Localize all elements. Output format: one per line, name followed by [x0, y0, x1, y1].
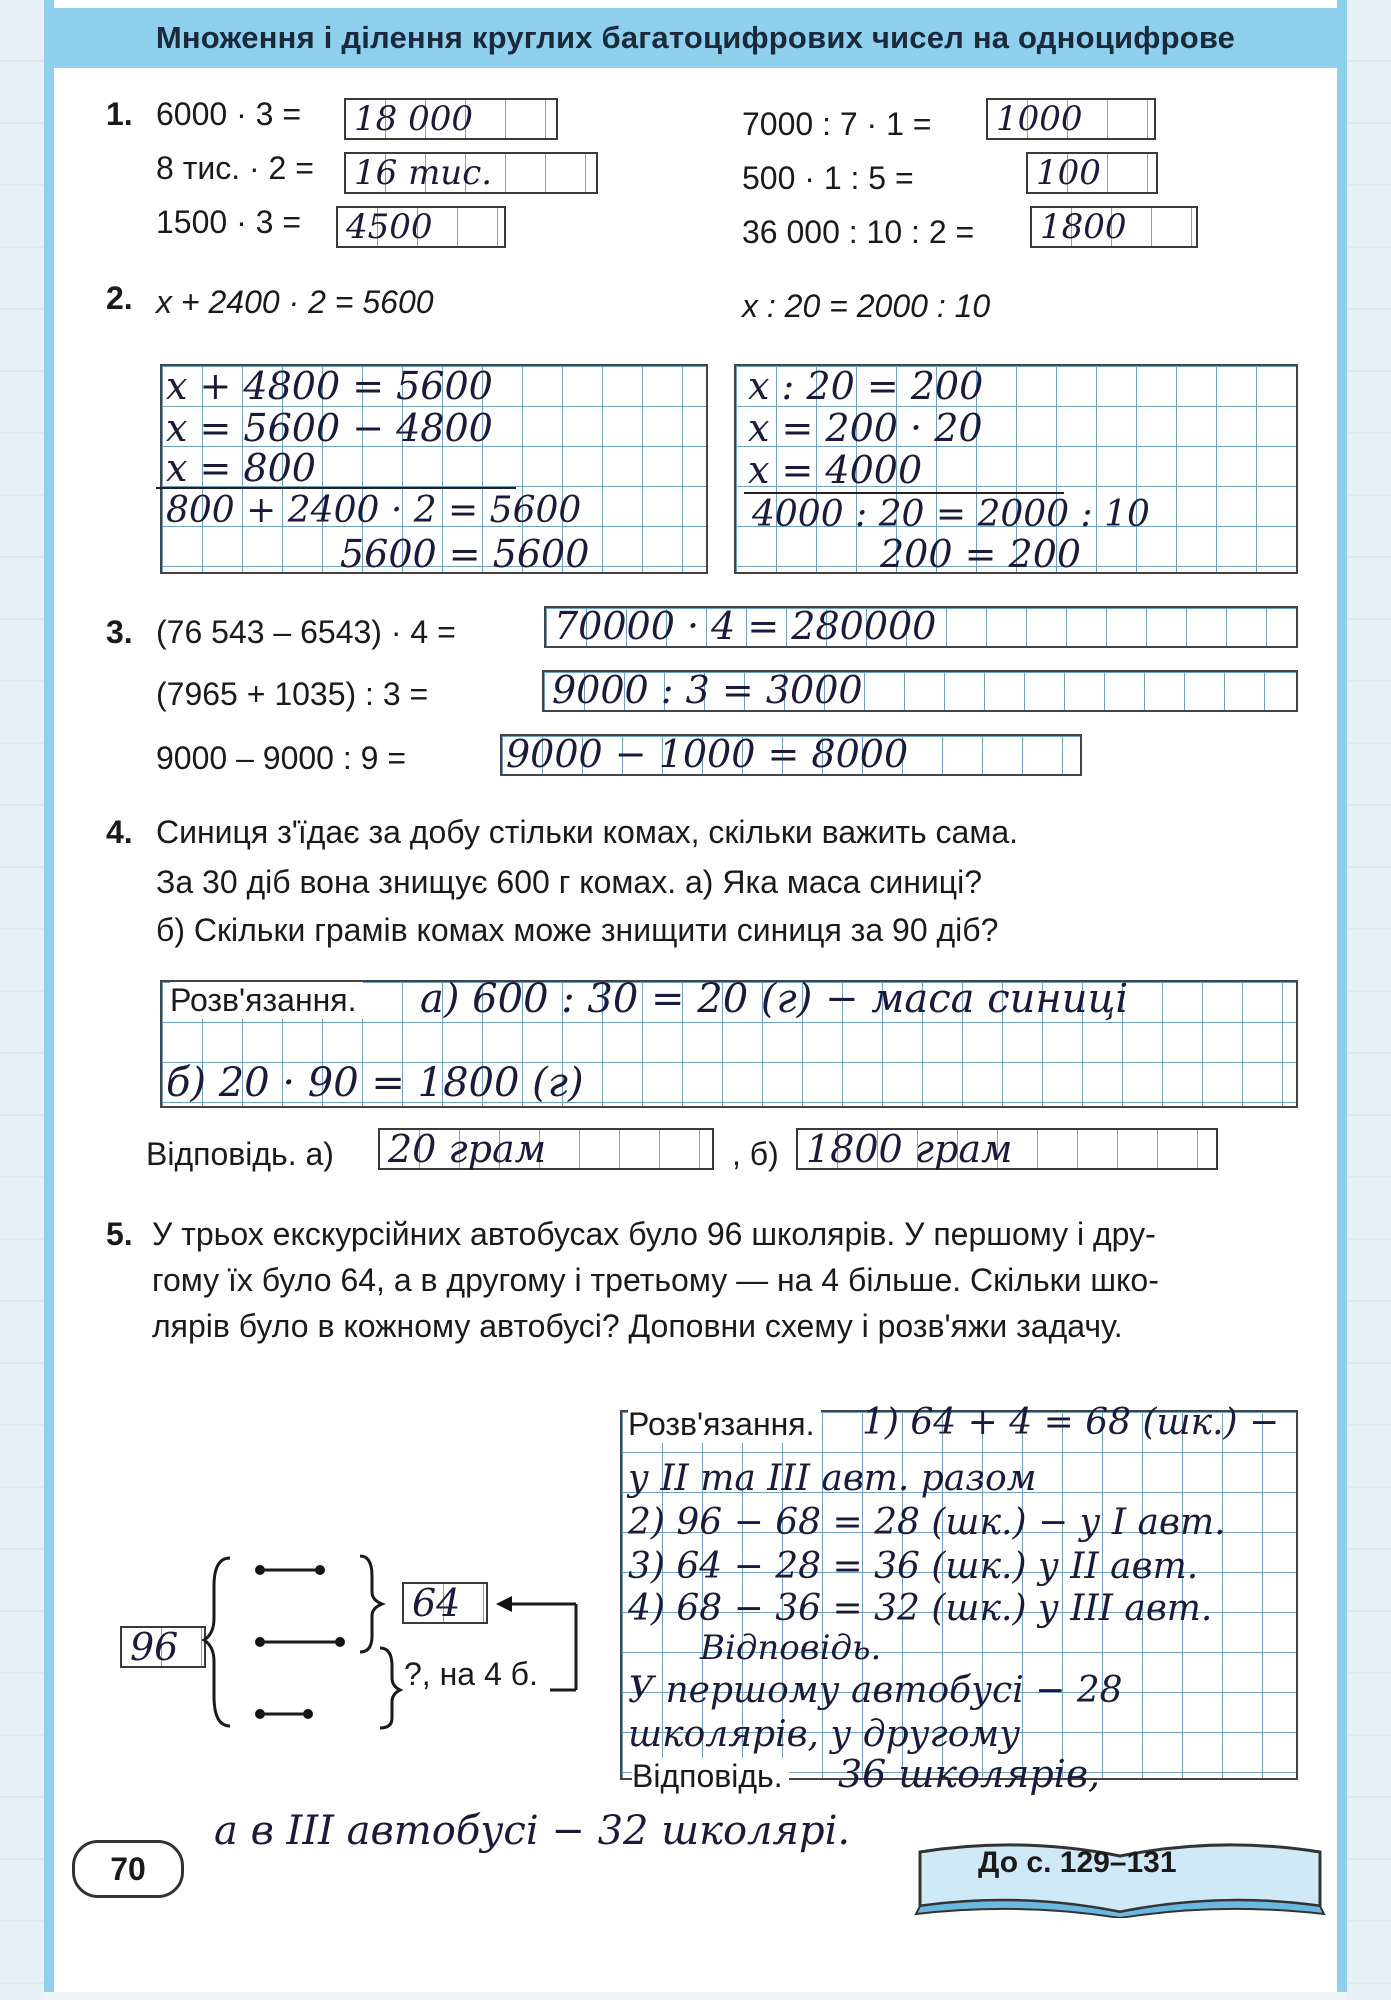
exercise-2-number: 2.	[106, 280, 133, 316]
ex5-work-line-6: Відповідь.	[700, 1628, 882, 1668]
ex4-text-line-1: Синиця з'їдає за добу стільки комах, скільки важить сама.	[156, 814, 1019, 850]
ex4-answer-a: 20 грам	[378, 1128, 714, 1170]
ex4-answer-label: Відповідь. а)	[146, 1136, 334, 1172]
ex4-text-line-3: б) Скільки грамів комах може знищити синиця за 90 діб?	[156, 912, 999, 948]
ex5-work-line-1: 1) 64 + 4 = 68 (шк.) −	[862, 1402, 1280, 1443]
ex2-right-line-1: x : 20 = 200	[748, 364, 984, 408]
page-header	[54, 8, 1337, 68]
ex1-expr-6: 36 000 : 10 : 2 =	[742, 214, 975, 250]
ex1-answer-1: 18 000	[344, 98, 558, 140]
ex5-work-line-2: у II та III авт. разом	[628, 1458, 1037, 1499]
scheme-left-brace	[204, 1558, 230, 1726]
scheme-diagram	[200, 1548, 620, 1738]
exercise-1-number: 1.	[106, 96, 133, 132]
ex3-answer-1: 70000 · 4 = 280000	[554, 604, 937, 648]
ex2-left-task: x + 2400 · 2 = 5600	[156, 284, 434, 320]
ex2-left-line-2: x = 5600 − 4800	[166, 406, 493, 450]
scheme-total-box: 96	[120, 1626, 206, 1668]
ex1-expr-4: 7000 : 7 · 1 =	[742, 106, 932, 142]
scheme-top-brace	[360, 1556, 382, 1652]
ex5-text-line-1: У трьох екскурсійних автобусах було 96 школярів. У першому і дру-	[152, 1216, 1156, 1252]
ex5-answer-line-1: 36 школярів,	[838, 1752, 1101, 1796]
page-number-badge	[72, 1840, 184, 1898]
left-margin-strip	[0, 0, 44, 2000]
ex5-text-line-3: лярів було в кожному автобусі? Доповни схему і розв'яжи задачу.	[152, 1308, 1123, 1344]
ex1-answer-5: 100	[1026, 152, 1158, 194]
ex1-expr-5: 500 · 1 : 5 =	[742, 160, 914, 196]
page-reference: До с. 129–131	[978, 1846, 1177, 1879]
ex3-answer-2: 9000 : 3 = 3000	[552, 668, 863, 712]
ex5-answer-line-2: а в III автобусі − 32 школярі.	[214, 1808, 851, 1854]
ex5-work-line-5: 4) 68 − 36 = 32 (шк.) у III авт.	[628, 1588, 1213, 1629]
scheme-arrow-head	[496, 1596, 512, 1612]
ex2-right-line-3: x = 4000	[748, 448, 923, 492]
ex3-expr-1: (76 543 – 6543) · 4 =	[156, 614, 456, 650]
ex1-expr-3: 1500 · 3 =	[156, 204, 301, 240]
ex5-work-line-4: 3) 64 − 28 = 36 (шк.) у II авт.	[628, 1546, 1199, 1587]
page-number: 70	[110, 1850, 146, 1887]
exercise-3-number: 3.	[106, 614, 133, 650]
ex2-right-line-2: x = 200 · 20	[748, 406, 983, 450]
ex2-left-line-4: 800 + 2400 · 2 = 5600	[166, 490, 582, 531]
ex3-answer-3: 9000 − 1000 = 8000	[506, 732, 909, 776]
exercise-5-number: 5.	[106, 1216, 133, 1252]
ex1-expr-1: 6000 · 3 =	[156, 96, 301, 132]
ex4-answer-b: 1800 грам	[796, 1128, 1218, 1170]
ex1-answer-6: 1800	[1030, 206, 1198, 248]
ex5-work-line-3: 2) 96 − 68 = 28 (шк.) − у I авт.	[628, 1502, 1226, 1543]
scheme-bottom-label: ?, на 4 б.	[404, 1656, 538, 1692]
ex5-text-line-2: гому їх було 64, а в другому і третьому — на 4 більше. Скільки шко-	[152, 1262, 1159, 1298]
ex5-work-line-7: У першому автобусі − 28	[628, 1670, 1123, 1711]
ex3-expr-3: 9000 – 9000 : 9 =	[156, 740, 406, 776]
exercise-4-number: 4.	[106, 814, 133, 850]
ex4-text-line-2: За 30 діб вона знищує 600 г комах. а) Яка маса синиці?	[156, 864, 982, 900]
ex2-right-task: x : 20 = 2000 : 10	[742, 288, 991, 324]
ex1-answer-3: 4500	[336, 206, 506, 248]
ex2-left-line-5: 5600 = 5600	[340, 532, 590, 576]
ex1-answer-2: 16 тис.	[344, 152, 598, 194]
ex4-answer-b-label: , б)	[732, 1136, 779, 1172]
ex3-expr-2: (7965 + 1035) : 3 =	[156, 676, 429, 712]
ex2-left-line-3: x = 800	[166, 446, 316, 490]
ex4-solution-label: Розв'язання.	[170, 982, 363, 1019]
ex5-work-line-8: школярів, у другому	[628, 1714, 1021, 1755]
ex1-answer-4: 1000	[986, 98, 1156, 140]
page-title: Множення і ділення круглих багатоцифрових чисел на одноцифрове	[155, 20, 1236, 55]
right-margin-strip	[1347, 0, 1391, 2000]
ex4-work-line-2: б) 20 · 90 = 1800 (г)	[166, 1060, 584, 1106]
ex4-work-line-1: а) 600 : 30 = 20 (г) − маса синиці	[420, 976, 1129, 1022]
ex5-answer-label: Відповідь.	[632, 1758, 789, 1795]
ex2-left-line-1: x + 4800 = 5600	[166, 364, 493, 408]
ex2-right-line-4: 4000 : 20 = 2000 : 10	[752, 494, 1150, 535]
ex1-expr-2: 8 тис. · 2 =	[156, 150, 314, 186]
ex2-right-line-5: 200 = 200	[880, 532, 1082, 576]
scheme-top-box: 64	[402, 1582, 488, 1624]
ex5-solution-label: Розв'язання.	[628, 1406, 821, 1443]
scheme-bottom-brace	[380, 1648, 400, 1728]
